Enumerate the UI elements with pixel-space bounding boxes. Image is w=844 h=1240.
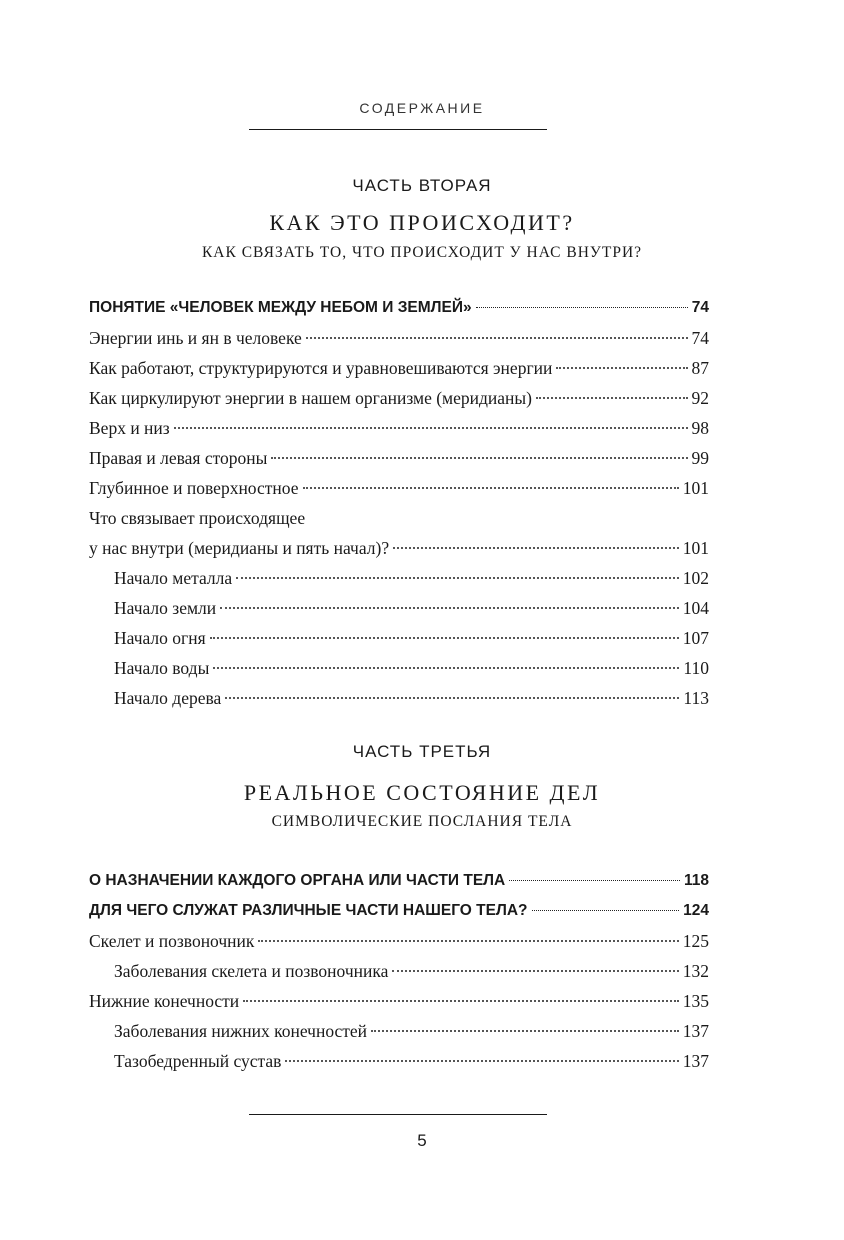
dot-leader — [532, 910, 680, 911]
part3-subtitle: СИМВОЛИЧЕСКИЕ ПОСЛАНИЯ ТЕЛА — [271, 813, 573, 830]
toc-entry-title: Как циркулируют энергии в нашем организме (меридианы) — [89, 388, 533, 408]
toc-entry[interactable] — [89, 653, 709, 683]
dot-leader — [271, 457, 687, 459]
dot-leader — [509, 880, 680, 881]
dot-leader — [303, 487, 679, 489]
toc-entry-page: 74 — [691, 299, 709, 316]
toc-entry[interactable] — [89, 866, 709, 896]
toc-entry-title-line1: Что связывает происходящее — [89, 508, 306, 528]
toc-entry-page: 110 — [683, 658, 709, 678]
dot-leader — [236, 577, 679, 579]
toc-entry-page: 104 — [682, 598, 709, 618]
running-head: СОДЕРЖАНИЕ — [359, 100, 485, 116]
toc-entry[interactable] — [89, 293, 709, 323]
toc-entry-page: 101 — [682, 478, 709, 498]
dot-leader — [243, 1000, 679, 1002]
dot-leader — [556, 367, 687, 369]
toc-entry-page: 125 — [682, 931, 709, 951]
toc-entry-title: Заболевания нижних конечностей — [114, 1021, 368, 1041]
toc-entry-title: Верх и низ — [89, 418, 170, 438]
toc-entry-page: 102 — [682, 568, 709, 588]
part2-label: ЧАСТЬ ВТОРАЯ — [352, 176, 492, 195]
bottom-rule — [249, 1114, 547, 1115]
toc-entry[interactable] — [89, 956, 709, 986]
toc-entry[interactable] — [89, 926, 709, 956]
dot-leader — [285, 1060, 678, 1062]
toc-entry[interactable] — [89, 443, 709, 473]
toc-entry[interactable] — [89, 503, 709, 563]
part3-toc — [89, 866, 709, 1076]
toc-entry-page: 92 — [691, 388, 709, 408]
dot-leader — [220, 607, 679, 609]
toc-entry[interactable] — [89, 473, 709, 503]
toc-entry-title: Начало воды — [114, 658, 210, 678]
toc-entry-title: Тазобедренный сустав — [114, 1051, 282, 1071]
toc-entry-page: 101 — [682, 538, 709, 558]
toc-entry-title: ПОНЯТИЕ «ЧЕЛОВЕК МЕЖДУ НЕБОМ И ЗЕМЛЕЙ» — [89, 299, 472, 316]
toc-entry-page: 113 — [683, 688, 709, 708]
toc-entry-page: 135 — [682, 991, 709, 1011]
dot-leader — [210, 637, 679, 639]
toc-entry-title: Начало металла — [114, 568, 233, 588]
toc-entry[interactable] — [89, 323, 709, 353]
toc-entry-title: Как работают, структурируются и уравновешиваются энергии — [89, 358, 553, 378]
toc-entry-page: 137 — [682, 1051, 709, 1071]
toc-entry[interactable] — [89, 353, 709, 383]
page-number: 5 — [417, 1131, 427, 1150]
toc-entry-page: 118 — [683, 872, 709, 889]
dot-leader — [371, 1030, 679, 1032]
toc-entry[interactable] — [89, 1016, 709, 1046]
toc-entry-page: 107 — [682, 628, 709, 648]
toc-entry-page: 87 — [691, 358, 709, 378]
toc-entry-title: Начало земли — [114, 598, 217, 618]
toc-entry-page: 99 — [691, 448, 709, 468]
part2-toc — [89, 293, 709, 713]
toc-entry-title-line2: у нас внутри (меридианы и пять начал)? — [89, 538, 390, 558]
toc-entry[interactable] — [89, 593, 709, 623]
part2-title: КАК ЭТО ПРОИСХОДИТ? — [269, 210, 575, 235]
toc-entry-page: 74 — [691, 328, 709, 348]
toc-entry-title: Начало огня — [114, 628, 206, 648]
toc-entry[interactable] — [89, 383, 709, 413]
toc-entry-title: Энергии инь и ян в человеке — [89, 328, 302, 348]
toc-entry[interactable] — [89, 1046, 709, 1076]
dot-leader — [306, 337, 688, 339]
top-rule — [249, 129, 547, 130]
toc-entry-title: ДЛЯ ЧЕГО СЛУЖАТ РАЗЛИЧНЫЕ ЧАСТИ НАШЕГО ТЕЛА? — [89, 902, 528, 919]
toc-entry-title: Заболевания скелета и позвоночника — [114, 961, 389, 981]
dot-leader — [225, 697, 679, 699]
toc-entry[interactable] — [89, 896, 709, 926]
toc-entry-page: 124 — [683, 902, 709, 919]
toc-entry-page: 98 — [691, 418, 709, 438]
toc-entry-page: 137 — [682, 1021, 709, 1041]
toc-entry-page: 132 — [682, 961, 709, 981]
dot-leader — [536, 397, 687, 399]
toc-entry-title: Нижние конечности — [89, 991, 240, 1011]
dot-leader — [392, 970, 678, 972]
part3-label: ЧАСТЬ ТРЕТЬЯ — [352, 742, 492, 761]
part3-title: РЕАЛЬНОЕ СОСТОЯНИЕ ДЕЛ — [243, 780, 601, 805]
dot-leader — [258, 940, 678, 942]
dot-leader — [174, 427, 688, 429]
toc-entry[interactable] — [89, 413, 709, 443]
dot-leader — [393, 547, 679, 549]
toc-entry[interactable] — [89, 563, 709, 593]
dot-leader — [213, 667, 679, 669]
toc-entry-title: Правая и левая стороны — [89, 448, 268, 468]
toc-entry[interactable] — [89, 986, 709, 1016]
toc-entry[interactable] — [89, 623, 709, 653]
toc-entry-title: Начало дерева — [114, 688, 222, 708]
part2-subtitle: КАК СВЯЗАТЬ ТО, ЧТО ПРОИСХОДИТ У НАС ВНУТРИ? — [201, 244, 643, 261]
dot-leader — [476, 307, 688, 308]
toc-entry-title: О НАЗНАЧЕНИИ КАЖДОГО ОРГАНА ИЛИ ЧАСТИ ТЕЛА — [89, 872, 506, 889]
toc-entry-title: Скелет и позвоночник — [89, 931, 255, 951]
toc-entry-title: Глубинное и поверхностное — [89, 478, 299, 498]
toc-entry[interactable] — [89, 683, 709, 713]
